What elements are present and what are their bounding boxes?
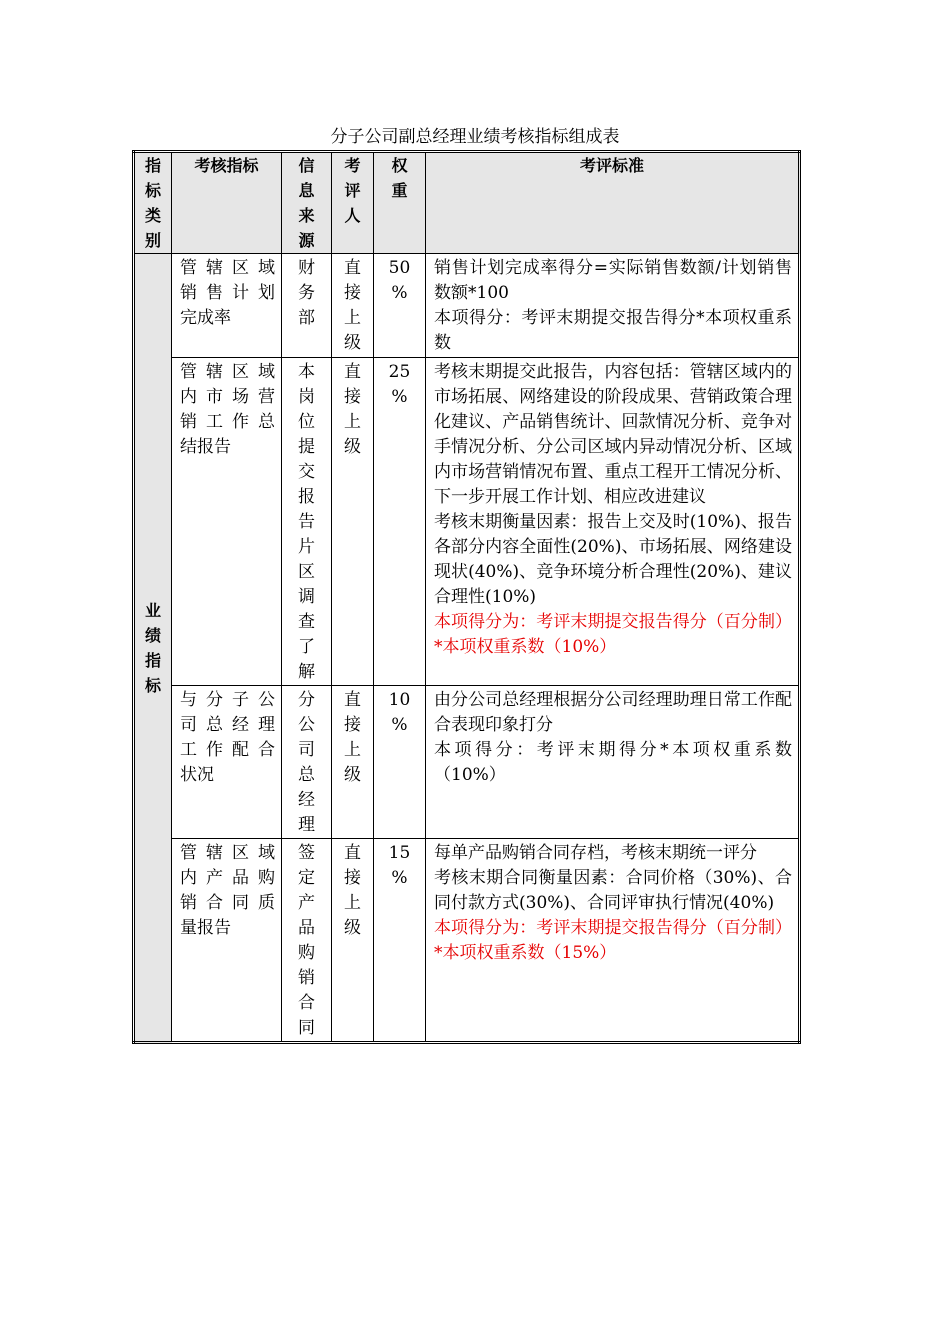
char: 本 (298, 362, 315, 382)
char: 了 (298, 637, 315, 657)
header-source (282, 152, 332, 254)
char: 直 (344, 362, 361, 382)
indicator-table (132, 150, 801, 1044)
criteria-paragraph: 本项得分：考评末期提交报告得分*本项权重系数 (434, 308, 792, 353)
weight-cell (374, 254, 426, 358)
char: 签 (298, 843, 315, 863)
char: 标 (144, 181, 161, 200)
char: 公 (298, 715, 315, 735)
char: 财 (298, 258, 315, 278)
char: 销 (298, 968, 315, 988)
char: 报 (298, 487, 315, 507)
char: 定 (298, 868, 315, 888)
criteria-paragraph: 本项得分：考评末期得分*本项权重系数（10%） (434, 740, 792, 785)
table-header-row (134, 152, 800, 254)
weight-line: 25 (388, 362, 411, 382)
char: 上 (344, 308, 361, 328)
source-cell (282, 254, 332, 358)
char: 权 (391, 156, 408, 175)
char: 人 (344, 206, 361, 225)
char: 级 (344, 918, 361, 938)
table-row (134, 358, 800, 686)
char: 经 (298, 790, 315, 810)
criteria-paragraph: 由分公司总经理根据分公司经理助理日常工作配合表现印象打分 (434, 690, 792, 735)
weight-line: % (391, 715, 408, 735)
char: 部 (298, 308, 315, 328)
char: 标 (144, 675, 161, 695)
char: 考 (344, 156, 361, 175)
criteria-paragraph: 销售计划完成率得分=实际销售数额/计划销售数额*100 (434, 258, 792, 303)
criteria-cell (426, 254, 800, 358)
weight-line: 10 (388, 690, 411, 710)
indicator-line: 销 售 计 划 (180, 283, 275, 303)
char: 绩 (144, 625, 161, 645)
char: 查 (298, 612, 315, 632)
weight-cell (374, 358, 426, 686)
char: 业 (144, 600, 161, 620)
criteria-score-note: 本项得分为：考评末期提交报告得分（百分制）*本项权重系数（10%） (434, 612, 792, 657)
char: 片 (298, 537, 315, 557)
weight-line: 50 (388, 258, 411, 278)
indicator-line: 结报告 (180, 437, 231, 457)
char: 重 (391, 181, 408, 200)
char: 源 (298, 231, 315, 250)
char: 提 (298, 437, 315, 457)
criteria-paragraph: 每单产品购销合同存档，考核末期统一评分 (434, 843, 757, 863)
char: 接 (344, 283, 361, 303)
char: 区 (298, 562, 315, 582)
char: 指 (144, 156, 161, 175)
criteria-paragraph: 考核末期合同衡量因素：合同价格（30%)、合同付款方式(30%)、合同评审执行情况(40%) (434, 868, 792, 913)
char: 岗 (298, 387, 315, 407)
char: 司 (298, 740, 315, 760)
weight-line: 15 (388, 843, 411, 863)
header-evaluator (332, 152, 374, 254)
table-row (134, 686, 800, 839)
char: 合 (298, 993, 315, 1013)
header-category (134, 152, 172, 254)
char: 分 (298, 690, 315, 710)
char: 产 (298, 893, 315, 913)
criteria-paragraph: 考核末期衡量因素：报告上交及时(10%)、报告各部分内容全面性(20%)、市场拓展、网络建设现状(40%)、竞争环境分析合理性(20%)、建议合理性(10%) (434, 512, 792, 607)
char: 直 (344, 690, 361, 710)
char: 总 (298, 765, 315, 785)
indicator-line: 完成率 (180, 308, 231, 328)
table-row (134, 254, 800, 358)
indicator-line: 管 辖 区 域 (180, 362, 275, 382)
indicator-line: 内 产 品 购 (180, 868, 275, 888)
char: 务 (298, 283, 315, 303)
char: 上 (344, 740, 361, 760)
char: 别 (144, 231, 161, 250)
indicator-line: 与 分 子 公 (180, 690, 275, 710)
char: 级 (344, 765, 361, 785)
char: 理 (298, 815, 315, 835)
char: 购 (298, 943, 315, 963)
char: 解 (298, 662, 315, 682)
category-cell (134, 254, 172, 1043)
indicator-line: 管 辖 区 域 (180, 258, 275, 278)
indicator-cell (172, 358, 282, 686)
indicator-line: 销 工 作 总 (180, 412, 275, 432)
char: 直 (344, 843, 361, 863)
char: 品 (298, 918, 315, 938)
indicator-line: 工 作 配 合 (180, 740, 275, 760)
indicator-line: 量报告 (180, 918, 231, 938)
criteria-cell (426, 358, 800, 686)
char: 息 (298, 181, 315, 200)
indicator-cell (172, 254, 282, 358)
char: 同 (298, 1018, 315, 1038)
page-title: 分子公司副总经理业绩考核指标组成表 (330, 127, 620, 147)
source-cell (282, 358, 332, 686)
weight-cell (374, 839, 426, 1043)
indicator-line: 内 市 场 营 (180, 387, 275, 407)
char: 级 (344, 437, 361, 457)
char: 级 (344, 333, 361, 353)
criteria-score-note: 本项得分为：考评末期提交报告得分（百分制）*本项权重系数（15%） (434, 918, 792, 963)
char: 评 (344, 181, 361, 200)
char: 调 (298, 587, 315, 607)
indicator-line: 司 总 经 理 (180, 715, 275, 735)
char: 指 (144, 650, 161, 670)
evaluator-cell (332, 254, 374, 358)
weight-line: % (391, 387, 408, 407)
source-cell (282, 686, 332, 839)
char: 位 (298, 412, 315, 432)
char: 上 (344, 893, 361, 913)
char: 来 (298, 206, 315, 225)
table-row (134, 839, 800, 1043)
char: 直 (344, 258, 361, 278)
criteria-cell (426, 686, 800, 839)
header-weight (374, 152, 426, 254)
weight-line: % (391, 283, 408, 303)
header-indicator: 考核指标 (172, 152, 282, 254)
char: 接 (344, 868, 361, 888)
criteria-paragraph: 考核末期提交此报告，内容包括：管辖区域内的市场拓展、网络建设的阶段成果、营销政策合理化建议、产品销售统计、回款情况分析、竞争对手情况分析、分公司区域内异动情况分析、区域内市场营销情况布置、重点工程开工情况分析、下一步开展工作计划、相应改进建议 (434, 362, 792, 507)
evaluator-cell (332, 839, 374, 1043)
indicator-cell (172, 686, 282, 839)
indicator-line: 销 合 同 质 (180, 893, 275, 913)
char: 信 (298, 156, 315, 175)
indicator-cell (172, 839, 282, 1043)
header-criteria: 考评标准 (426, 152, 800, 254)
char: 告 (298, 512, 315, 532)
evaluator-cell (332, 358, 374, 686)
indicator-line: 管 辖 区 域 (180, 843, 275, 863)
char: 接 (344, 387, 361, 407)
criteria-cell (426, 839, 800, 1043)
weight-line: % (391, 868, 408, 888)
source-cell (282, 839, 332, 1043)
char: 类 (144, 206, 161, 225)
char: 交 (298, 462, 315, 482)
weight-cell (374, 686, 426, 839)
char: 上 (344, 412, 361, 432)
char: 接 (344, 715, 361, 735)
indicator-line: 状况 (180, 765, 214, 785)
evaluator-cell (332, 686, 374, 839)
